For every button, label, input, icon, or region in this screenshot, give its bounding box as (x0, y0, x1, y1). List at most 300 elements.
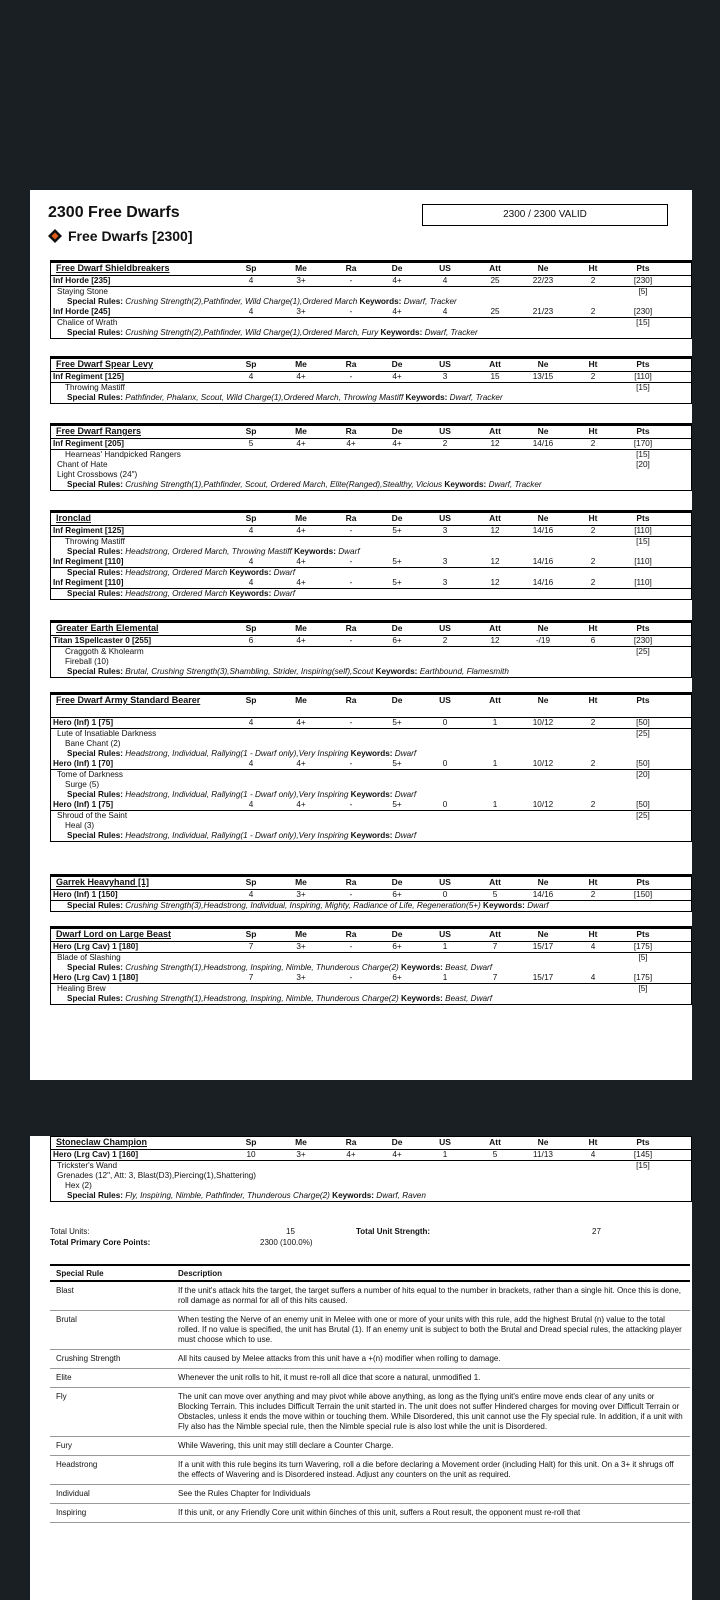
stat-header-sp: Sp (245, 513, 257, 523)
rule-name: Brutal (56, 1315, 77, 1324)
unit-type-label: Hero (Inf) 1 [70] (53, 759, 114, 768)
upgrade-row (51, 287, 691, 297)
stat-value-att: 5 (492, 1150, 498, 1159)
stat-header-us: US (439, 1137, 451, 1147)
stat-value-att: 5 (492, 890, 498, 899)
stat-header-pts: Pts (636, 513, 650, 523)
special-rules-text: Pathfinder, Phalanx, Scout, Wild Charge(1),Ordered March, Throwing Mastiff (125, 393, 406, 402)
upgrade-name: Heal (3) (65, 821, 95, 830)
unit-header-row (51, 695, 691, 718)
keywords-text: Dwarf (394, 831, 417, 840)
stat-value-de: 4+ (392, 276, 402, 285)
unit-name: Free Dwarf Spear Levy (56, 359, 154, 369)
stat-value-sp: 7 (248, 942, 254, 951)
stat-header-me: Me (295, 513, 307, 523)
upgrade-row (51, 984, 691, 994)
stat-header-me: Me (295, 426, 307, 436)
stat-value-me: 4+ (296, 372, 306, 381)
special-rules-line (67, 667, 509, 677)
stat-header-pts: Pts (636, 359, 650, 369)
stat-value-pts: [50] (636, 759, 650, 768)
stat-header-pts: Pts (636, 1137, 650, 1147)
keywords-text: Beast, Dwarf (445, 963, 493, 972)
special-rules-table (50, 1264, 690, 1523)
stat-header-ht: Ht (588, 929, 598, 939)
stat-value-us: 1 (442, 973, 448, 982)
upgrade-name: Throwing Mastiff (65, 383, 125, 392)
rule-description: If this unit, or any Friendly Core unit within 6inches of this unit, suffers a Rout result, the opponent must re-roll that (178, 1508, 581, 1517)
stat-header-ra: Ra (345, 929, 357, 939)
unit-type-label: Titan 1Spellcaster 0 [255] (53, 636, 152, 645)
special-rules-row (51, 963, 691, 973)
stat-header-de: De (391, 263, 403, 273)
upgrade-name: Trickster's Wand (57, 1161, 118, 1170)
stat-value-att: 25 (490, 307, 500, 316)
stat-value-ht: 2 (590, 439, 596, 448)
unit-name: Dwarf Lord on Large Beast (56, 929, 172, 939)
stat-value-pts: [110] (634, 557, 652, 566)
stat-value-ht: 2 (590, 890, 596, 899)
upgrade-points: [15] (636, 318, 650, 327)
stat-header-de: De (391, 426, 403, 436)
stat-value-ra: - (349, 636, 353, 645)
stat-value-de: 5+ (392, 800, 402, 809)
keywords-text: Dwarf (273, 568, 295, 577)
keywords-label: Keywords: (350, 831, 395, 840)
stat-header-us: US (439, 877, 451, 887)
keywords-text: Dwarf (394, 790, 417, 799)
special-rules-label: Special Rules: (67, 994, 126, 1003)
upgrade-row (51, 537, 691, 547)
stat-value-pts: [110] (634, 372, 652, 381)
special-rules-row (51, 749, 691, 759)
unit-stat-row (51, 439, 691, 450)
stat-value-ra: - (349, 942, 353, 951)
unit-stat-row (51, 800, 691, 811)
keywords-label: Keywords: (405, 393, 450, 402)
special-rules-label: Special Rules: (67, 790, 126, 799)
special-rules-row (51, 547, 691, 557)
stat-value-ht: 2 (590, 800, 596, 809)
stat-header-sp: Sp (245, 359, 257, 369)
rule-row (50, 1311, 690, 1350)
stat-value-ht: 2 (590, 372, 596, 381)
upgrade-row (51, 657, 691, 667)
stat-value-de: 6+ (392, 942, 402, 951)
stat-value-sp: 4 (248, 372, 254, 381)
upgrade-name: Blade of Slashing (57, 953, 121, 962)
unit-stat-row (51, 636, 691, 647)
special-rules-text: Headstrong, Individual, Rallying(1 - Dwarf only),Very Inspiring (125, 749, 351, 758)
stat-header-de: De (391, 623, 403, 633)
keywords-label: Keywords: (401, 994, 446, 1003)
special-rules-line (67, 831, 416, 841)
unit-card (50, 620, 692, 678)
upgrade-row (51, 1171, 691, 1181)
upgrade-name: Bane Chant (2) (65, 739, 121, 748)
unit-type-label: Hero (Lrg Cav) 1 [160] (53, 1150, 139, 1159)
rule-description: All hits caused by Melee attacks from this unit have a +(n) modifier when rolling to damage. (178, 1354, 501, 1363)
stat-value-me: 3+ (296, 942, 306, 951)
stat-header-ne: Ne (537, 1137, 549, 1147)
upgrade-points: [25] (636, 729, 650, 738)
stat-value-ra: 4+ (346, 439, 356, 448)
stat-header-ne: Ne (537, 426, 549, 436)
stat-header-ra: Ra (345, 359, 357, 369)
unit-stat-row (51, 718, 691, 729)
stat-header-us: US (439, 359, 451, 369)
stat-value-ne: 14/16 (532, 557, 554, 566)
rule-description: When testing the Nerve of an enemy unit in Melee with one or more of your units with this rule, add the highest Brutal (n) value to the total rolled. If no value is specified, the unit has Brutal (1). If an enemy unit is subject to both the Brutal and Dread special rules, the attacking player must choose which to use. (178, 1315, 682, 1344)
keywords-text: Beast, Dwarf (445, 994, 493, 1003)
upgrade-row (51, 647, 691, 657)
upgrade-row (51, 729, 691, 739)
unit-stat-row (51, 890, 691, 901)
rule-description: If the unit's attack hits the target, the target suffers a number of hits equal to the number in brackets, rather than a single hit. Once this is done, roll damage as normal for all of this hits caused. (178, 1286, 681, 1305)
stat-value-us: 0 (442, 718, 448, 727)
special-rules-text: Headstrong, Individual, Rallying(1 - Dwarf only),Very Inspiring (125, 790, 351, 799)
upgrade-name: Healing Brew (57, 984, 106, 993)
roster-page-1 (30, 190, 692, 1080)
stat-value-ra: - (349, 973, 353, 982)
rule-name: Blast (56, 1286, 74, 1295)
special-rules-label: Special Rules: (67, 480, 126, 489)
stat-value-ht: 2 (590, 557, 596, 566)
unit-header-row (51, 263, 691, 276)
upgrade-points: [20] (636, 460, 650, 469)
rules-col-name-header: Special Rule (56, 1269, 104, 1278)
upgrade-row (51, 470, 691, 480)
rule-description: Whenever the unit rolls to hit, it must re-roll all dice that score a natural, unmodified 1. (178, 1373, 481, 1382)
validity-status-box: 2300 / 2300 VALID (422, 204, 668, 226)
unit-name: Free Dwarf Shieldbreakers (56, 263, 170, 273)
unit-card (50, 423, 692, 491)
stat-value-sp: 4 (248, 718, 254, 727)
stat-value-ht: 2 (590, 526, 596, 535)
keywords-text: Dwarf (394, 749, 417, 758)
keywords-text: Dwarf, Tracker (449, 393, 503, 402)
roster-page-2 (30, 1136, 692, 1600)
stat-header-ht: Ht (588, 877, 598, 887)
unit-card (50, 356, 692, 404)
stat-header-de: De (391, 929, 403, 939)
upgrade-row (51, 780, 691, 790)
stat-value-ne: -/19 (535, 636, 551, 645)
stat-header-ra: Ra (345, 877, 357, 887)
unit-header-row (51, 513, 691, 526)
upgrade-points: [5] (638, 287, 648, 296)
upgrade-row (51, 953, 691, 963)
stat-value-ne: 11/13 (533, 1150, 553, 1159)
special-rules-label: Special Rules: (67, 297, 126, 306)
unit-stat-row (51, 942, 691, 953)
stat-value-sp: 4 (248, 759, 254, 768)
rules-col-desc-header: Description (178, 1269, 223, 1278)
special-rules-label: Special Rules: (67, 328, 126, 337)
unit-type-label: Hero (Lrg Cav) 1 [180] (53, 973, 139, 982)
stat-value-ra: 4+ (346, 1150, 356, 1159)
special-rules-row (51, 1191, 691, 1201)
total-units-label: Total Units: (50, 1227, 90, 1236)
upgrade-name: Tome of Darkness (57, 770, 123, 779)
upgrade-row (51, 383, 691, 393)
keywords-text: Dwarf, Tracker (424, 328, 478, 337)
unit-stat-row (51, 973, 691, 984)
stat-header-sp: Sp (245, 623, 257, 633)
stat-header-pts: Pts (636, 877, 650, 887)
stat-header-ne: Ne (537, 623, 549, 633)
stat-header-ht: Ht (588, 263, 598, 273)
stat-value-me: 3+ (296, 276, 306, 285)
stat-value-sp: 4 (248, 526, 254, 535)
special-rules-label: Special Rules: (67, 749, 126, 758)
stat-value-ra: - (349, 276, 353, 285)
stat-value-me: 4+ (296, 718, 306, 727)
special-rules-line (67, 547, 360, 557)
upgrade-points: [25] (636, 811, 650, 820)
stat-header-us: US (439, 695, 451, 705)
special-rules-text: Fly, Inspiring, Nimble, Pathfinder, Thunderous Charge(2) (125, 1191, 333, 1200)
special-rules-line (67, 901, 549, 911)
stat-value-de: 5+ (392, 526, 402, 535)
keywords-text: Dwarf, Tracker (403, 297, 457, 306)
upgrade-row (51, 739, 691, 749)
stat-value-pts: [230] (633, 276, 653, 285)
stat-value-de: 5+ (392, 718, 402, 727)
stat-value-de: 5+ (392, 578, 402, 587)
stat-value-att: 15 (490, 372, 500, 381)
stat-header-me: Me (295, 359, 307, 369)
stat-value-de: 5+ (392, 557, 402, 566)
stat-header-sp: Sp (245, 426, 257, 436)
stat-value-ht: 6 (590, 636, 596, 645)
keywords-label: Keywords: (350, 790, 395, 799)
unit-card (50, 926, 692, 1005)
upgrade-name: Hex (2) (65, 1181, 92, 1190)
stat-header-ne: Ne (537, 359, 549, 369)
stat-value-sp: 4 (248, 578, 254, 587)
keywords-label: Keywords: (332, 1191, 377, 1200)
keywords-text: Dwarf (527, 901, 549, 910)
stat-header-me: Me (295, 695, 307, 705)
stat-value-us: 1 (442, 942, 448, 951)
stat-value-me: 4+ (296, 578, 306, 587)
special-rules-text: Crushing Strength(1),Headstrong, Inspiring, Nimble, Thunderous Charge(2) (125, 994, 402, 1003)
stat-header-me: Me (295, 877, 307, 887)
army-header (48, 228, 193, 244)
stat-value-de: 5+ (392, 759, 402, 768)
stat-value-de: 4+ (392, 1150, 402, 1159)
stat-value-ht: 2 (590, 759, 596, 768)
rule-description: The unit can move over anything and may pivot while above anything, as long as the flying unit's entire move ends clear of any units or Blocking Terrain. This includes Difficult Terrain the unit started in. The unit does not suffer Hindered charges for moving over Difficult Terrain or Obstacles, unless it ends the move within or touching them. While Disordered, this unit cannot use the Fly special rule. In addition, if a unit with Fly also has the Nimble special rule, then the Nimble special rule is also lost while the unit is Disordered. (178, 1392, 683, 1431)
rule-row (50, 1350, 690, 1369)
total-units-value: 15 (286, 1227, 295, 1236)
stat-value-ne: 14/16 (532, 890, 554, 899)
stat-value-pts: [110] (634, 578, 652, 587)
stat-value-us: 0 (442, 890, 448, 899)
stat-value-pts: [50] (636, 800, 650, 809)
unit-stat-row (51, 557, 691, 568)
rule-row (50, 1437, 690, 1456)
stat-value-pts: [175] (633, 973, 653, 982)
stat-header-de: De (391, 359, 403, 369)
stat-header-us: US (439, 513, 451, 523)
stat-value-ht: 2 (590, 307, 596, 316)
stat-value-us: 0 (442, 759, 448, 768)
stat-header-ne: Ne (537, 929, 549, 939)
keywords-label: Keywords: (294, 547, 339, 556)
special-rules-label: Special Rules: (67, 901, 126, 910)
special-rules-row (51, 790, 691, 800)
stat-value-de: 4+ (392, 372, 402, 381)
upgrade-row (51, 318, 691, 328)
stat-value-att: 1 (492, 718, 498, 727)
unit-type-label: Inf Horde [235] (53, 276, 111, 285)
stat-header-att: Att (489, 426, 501, 436)
unit-type-label: Inf Regiment [110] (53, 578, 124, 587)
rule-row (50, 1485, 690, 1504)
unit-type-label: Inf Regiment [110] (53, 557, 124, 566)
rule-name: Inspiring (56, 1508, 87, 1517)
special-rules-text: Crushing Strength(2),Pathfinder, Wild Charge(1),Ordered March (125, 297, 360, 306)
unit-name: Garrek Heavyhand [1] (56, 877, 150, 887)
upgrade-points: [15] (636, 537, 650, 546)
stat-header-ht: Ht (588, 426, 598, 436)
special-rules-row (51, 568, 691, 578)
stat-value-me: 3+ (296, 307, 306, 316)
stat-value-ra: - (349, 372, 353, 381)
special-rules-line (67, 568, 295, 578)
special-rules-text: Headstrong, Ordered March, Throwing Mastiff (125, 547, 295, 556)
upgrade-name: Hearneas' Handpicked Rangers (65, 450, 181, 459)
unit-type-label: Inf Regiment [205] (53, 439, 124, 448)
rule-name: Crushing Strength (56, 1354, 121, 1363)
unit-type-label: Inf Regiment [125] (53, 526, 124, 535)
keywords-label: Keywords: (483, 901, 528, 910)
stat-value-us: 3 (442, 557, 448, 566)
stat-value-sp: 4 (248, 276, 254, 285)
keywords-label: Keywords: (350, 749, 395, 758)
stat-value-ne: 14/16 (532, 578, 554, 587)
stat-value-ra: - (349, 307, 353, 316)
rule-name: Headstrong (56, 1460, 98, 1469)
special-rules-label: Special Rules: (67, 568, 126, 577)
keywords-label: Keywords: (359, 297, 404, 306)
stat-value-sp: 4 (248, 557, 254, 566)
stat-value-att: 1 (492, 759, 498, 768)
unit-stat-row (51, 372, 691, 383)
stat-header-de: De (391, 1137, 403, 1147)
unit-header-row (51, 1137, 691, 1150)
upgrade-points: [25] (636, 647, 650, 656)
stat-value-sp: 5 (248, 439, 254, 448)
stat-header-att: Att (489, 359, 501, 369)
stat-value-pts: [110] (634, 526, 652, 535)
special-rules-row (51, 393, 691, 403)
upgrade-row (51, 821, 691, 831)
stat-header-ra: Ra (345, 695, 357, 705)
upgrade-name: Chalice of Wrath (57, 318, 118, 327)
stat-header-me: Me (295, 623, 307, 633)
stat-header-att: Att (489, 263, 501, 273)
rule-description: See the Rules Chapter for Individuals (178, 1489, 311, 1498)
stat-value-ra: - (349, 800, 353, 809)
stat-header-att: Att (489, 695, 501, 705)
unit-stat-row (51, 307, 691, 318)
special-rules-row (51, 901, 691, 911)
stat-header-ra: Ra (345, 426, 357, 436)
stat-value-att: 12 (490, 526, 500, 535)
upgrade-row (51, 770, 691, 780)
stat-value-us: 2 (442, 439, 448, 448)
upgrade-points: [20] (636, 770, 650, 779)
stat-header-us: US (439, 263, 451, 273)
stat-value-att: 12 (490, 578, 500, 587)
special-rules-text: Headstrong, Ordered March (125, 568, 230, 577)
special-rules-line (67, 994, 492, 1004)
stat-header-ra: Ra (345, 263, 357, 273)
stat-value-pts: [170] (633, 439, 653, 448)
stat-value-us: 3 (442, 578, 448, 587)
stat-value-pts: [175] (633, 942, 653, 951)
upgrade-name: Shroud of the Saint (57, 811, 128, 820)
unit-card (50, 1136, 692, 1202)
stat-value-me: 4+ (296, 636, 306, 645)
special-rules-row (51, 831, 691, 841)
unit-stat-row (51, 759, 691, 770)
special-rules-label: Special Rules: (67, 393, 126, 402)
special-rules-text: Crushing Strength(3),Headstrong, Individual, Inspiring, Mighty, Radiance of Life, Regeneration(5+) (125, 901, 484, 910)
stat-header-sp: Sp (245, 695, 257, 705)
stat-value-sp: 10 (246, 1150, 256, 1159)
stat-value-ra: - (349, 557, 353, 566)
stat-value-de: 6+ (392, 973, 402, 982)
stat-value-att: 25 (490, 276, 500, 285)
stat-value-ht: 4 (590, 942, 596, 951)
stat-value-ne: 10/12 (532, 759, 554, 768)
stat-header-att: Att (489, 623, 501, 633)
stat-header-de: De (391, 695, 403, 705)
stat-value-ht: 2 (590, 276, 596, 285)
special-rules-line (67, 328, 478, 338)
stat-value-sp: 4 (248, 800, 254, 809)
unit-type-label: Hero (Inf) 1 [150] (53, 890, 118, 899)
rule-row (50, 1388, 690, 1437)
special-rules-label: Special Rules: (67, 667, 126, 676)
special-rules-line (67, 297, 457, 307)
unit-card (50, 260, 692, 339)
upgrade-name: Throwing Mastiff (65, 537, 125, 546)
stat-header-ht: Ht (588, 695, 598, 705)
total-strength-value: 27 (592, 1227, 601, 1236)
upgrade-name: Craggoth & Kholearm (65, 647, 144, 656)
stat-header-pts: Pts (636, 426, 650, 436)
stat-header-ne: Ne (537, 513, 549, 523)
stat-value-ht: 4 (590, 973, 596, 982)
unit-header-row (51, 877, 691, 890)
stat-header-ht: Ht (588, 513, 598, 523)
special-rules-line (67, 393, 503, 403)
stat-header-me: Me (295, 929, 307, 939)
rules-table-header (50, 1266, 690, 1282)
stat-value-pts: [230] (633, 636, 653, 645)
stat-header-att: Att (489, 877, 501, 887)
rule-row (50, 1456, 690, 1485)
stat-header-us: US (439, 623, 451, 633)
stat-header-ht: Ht (588, 623, 598, 633)
page-title: 2300 Free Dwarfs (48, 204, 180, 221)
unit-header-row (51, 623, 691, 636)
